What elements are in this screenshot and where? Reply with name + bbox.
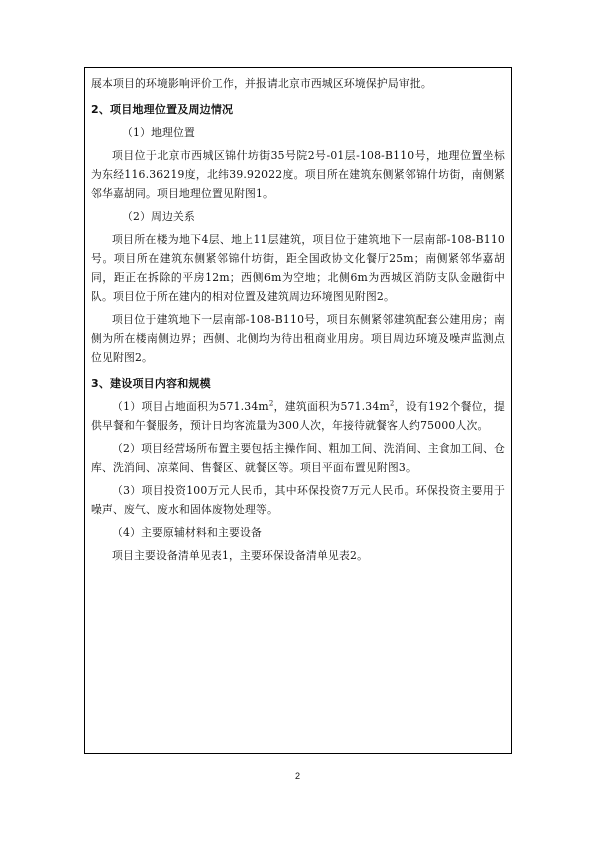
- equipment-paragraph: 项目主要设备清单见表1，主要环保设备清单见表2。: [112, 549, 369, 562]
- materials-title: （4）主要原辅材料和主要设备: [112, 526, 263, 539]
- document-body: [91, 74, 505, 565]
- continued-paragraph: 展本项目的环境影响评价工作，并报请北京市西城区环境保护局审批。: [91, 77, 432, 90]
- scale-paragraph: [91, 397, 505, 435]
- layout-paragraph: （2）项目经营场所布置主要包括主操作间、粗加工间、洗消间、主食加工间、仓库、洗消间、凉菜间、售餐区、就餐区等。项目平面布置见附图3。: [91, 442, 505, 474]
- scale-text-b: ，建筑面积为571.34m: [273, 400, 390, 413]
- superscript-2: 2: [389, 399, 395, 408]
- surroundings-paragraph-2: 项目位于建筑地下一层南部-108-B110号，项目东侧紧邻建筑配套公建用房；南侧为所在楼南侧边界；西侧、北侧均为待出租商业用房。项目周边环境及噪声监测点位见附图2。: [91, 313, 505, 364]
- scale-text-c: ，设有192个餐位，提供早餐和午餐服务，预计日均客流量为300人次，年接待就餐客人约75000人次。: [91, 400, 505, 432]
- investment-paragraph: （3）项目投资100万元人民币，其中环保投资7万元人民币。环保投资主要用于噪声、废气、废水和固体废物处理等。: [91, 484, 505, 516]
- content-frame: [84, 67, 512, 754]
- subsection-location-title: （1）地理位置: [122, 126, 196, 139]
- scale-text-a: （1）项目占地面积为571.34m: [112, 400, 269, 413]
- location-paragraph: 项目位于北京市西城区锦什坊街35号院2号-01层-108-B110号，地理位置坐标为东经116.36219度，北纬39.92022度。项目所在建筑东侧紧邻锦什坊街，南侧紧邻华嘉胡同。项目地理位置见附图1。: [91, 149, 505, 200]
- section-2-heading: 2、项目地理位置及周边情况: [91, 103, 234, 116]
- superscript-1: 2: [268, 399, 274, 408]
- page-number: 2: [294, 771, 300, 781]
- section-3-heading: 3、建设项目内容和规模: [91, 377, 211, 390]
- surroundings-paragraph-1: 项目所在楼为地下4层、地上11层建筑，项目位于建筑地下一层南部-108-B110号。项目所在建筑东侧紧邻锦什坊街，距全国政协文化餐厅25m；南侧紧邻华嘉胡同，距正在拆除的平房12m；西侧6m为空地；北侧6m为西城区消防支队金融街中队。项目位于所在建内的相对位置及建筑周边环境图见附图2。: [91, 233, 505, 303]
- subsection-surroundings-title: （2）周边关系: [122, 210, 196, 223]
